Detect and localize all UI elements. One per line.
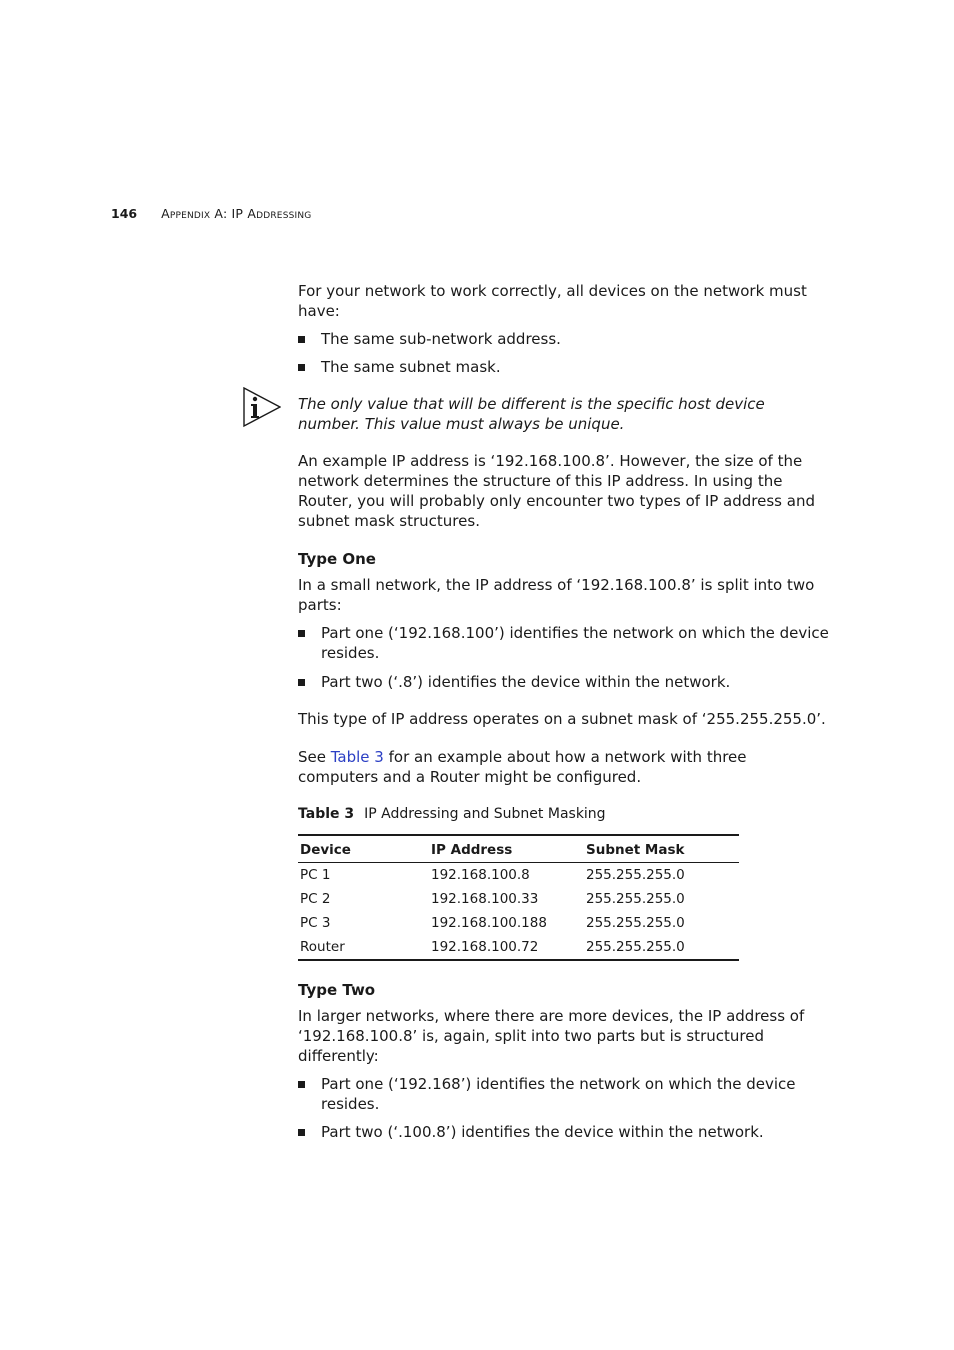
bullet-marker [298, 336, 305, 343]
bullet-marker [298, 679, 305, 686]
table-row [298, 935, 739, 960]
page-header [111, 206, 311, 221]
cell-subnet-mask: 255.255.255.0 [586, 915, 685, 931]
list-item: Part two (‘.100.8’) identifies the device within the network. [298, 1122, 830, 1142]
note-block [298, 394, 830, 434]
table-row [298, 911, 739, 935]
bullet-marker [298, 1081, 305, 1088]
list-item: Part two (‘.8’) identifies the device within the network. [298, 672, 830, 692]
table-row [298, 887, 739, 911]
table-caption-title: IP Addressing and Subnet Masking [364, 806, 606, 822]
note-text: The only value that will be different is the specific host device number. This value must always be unique. [298, 395, 765, 433]
example-paragraph: An example IP address is ‘192.168.100.8’. However, the size of the network determines the structure of this IP address. In using the Router, you will probably only encounter two types of IP address and subnet mask structures. [298, 452, 815, 530]
main-content [298, 281, 830, 1142]
list-item: Part one (‘192.168’) identifies the network on which the device resides. [298, 1074, 830, 1114]
page-number: 146 [111, 206, 138, 221]
ip-addressing-table [298, 834, 739, 961]
cell-subnet-mask: 255.255.255.0 [584, 935, 739, 960]
cell-subnet-mask: 255.255.255.0 [586, 891, 685, 907]
cell-device: PC 1 [300, 867, 331, 883]
cell-ip-address: 192.168.100.33 [431, 891, 539, 907]
type-two-heading: Type Two [298, 981, 376, 999]
type-one-list [298, 623, 830, 692]
bullet-marker [298, 630, 305, 637]
cell-ip-address: 192.168.100.72 [429, 935, 584, 960]
cell-subnet-mask: 255.255.255.0 [586, 867, 685, 883]
column-header-subnet-mask: Subnet Mask [584, 835, 739, 863]
cell-ip-address: 192.168.100.188 [431, 915, 547, 931]
cell-device: PC 3 [300, 915, 331, 931]
type-two-list [298, 1074, 830, 1142]
running-title: Appendix A: IP Addressing [161, 206, 312, 221]
type-one-heading: Type One [298, 550, 376, 568]
type-one-text: In a small network, the IP address of ‘192.168.100.8’ is split into two parts: [298, 576, 815, 614]
cell-device: Router [298, 935, 429, 960]
cell-ip-address: 192.168.100.8 [431, 867, 530, 883]
table-caption [298, 805, 830, 823]
column-header-ip-address: IP Address [429, 835, 584, 863]
bullet-marker [298, 1129, 305, 1136]
column-header-device: Device [298, 835, 429, 863]
list-item: Part one (‘192.168.100’) identifies the network on which the device resides. [298, 623, 830, 663]
table-caption-label: Table 3 [298, 806, 355, 822]
list-item: The same subnet mask. [298, 357, 830, 377]
cell-device: PC 2 [300, 891, 331, 907]
intro-list [298, 329, 830, 377]
bullet-marker [298, 364, 305, 371]
list-item: The same sub-network address. [298, 329, 830, 349]
table-3-link[interactable]: Table 3 [330, 748, 384, 766]
subnet-text: This type of IP address operates on a subnet mask of ‘255.255.255.0’. [298, 710, 826, 728]
intro-text: For your network to work correctly, all devices on the network must have: [298, 282, 807, 320]
table-row [298, 863, 739, 888]
table-header-row [298, 835, 739, 863]
type-two-text: In larger networks, where there are more devices, the IP address of ‘192.168.100.8’ is, again, split into two parts but is structured differently: [298, 1007, 805, 1065]
info-icon [243, 387, 281, 428]
see-table-paragraph: See Table 3 for an example about how a network with three computers and a Router might be configured. [298, 748, 747, 786]
